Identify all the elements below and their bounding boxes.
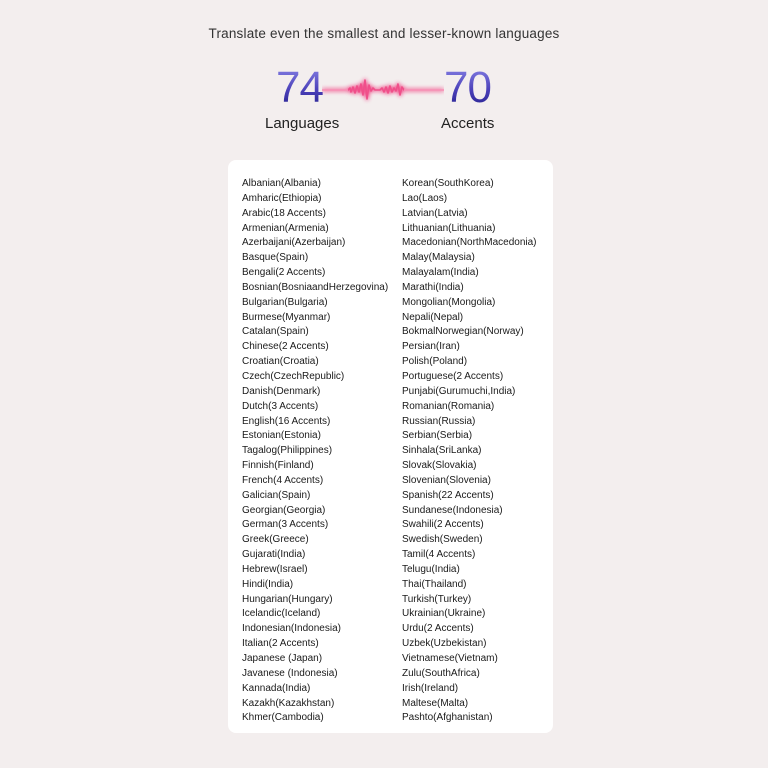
language-item: Swedish(Sweden): [402, 534, 483, 546]
language-item: Urdu(2 Accents): [402, 623, 474, 635]
language-item: Finnish(Finland): [242, 460, 314, 472]
language-item: Gujarati(India): [242, 549, 306, 561]
language-item: Swahili(2 Accents): [402, 519, 484, 531]
language-item: Javanese (Indonesia): [242, 667, 338, 679]
language-item: Albanian(Albania): [242, 178, 321, 189]
language-item: Portuguese(2 Accents): [402, 370, 504, 382]
language-list-left-column: [242, 177, 388, 726]
language-item: Hebrew(Israel): [242, 563, 308, 575]
language-item: Chinese(2 Accents): [242, 341, 329, 353]
language-item: Bosnian(BosniaandHerzegovina): [242, 281, 389, 293]
language-item: German(3 Accents): [242, 519, 329, 531]
language-item: Azerbaijani(Azerbaijan): [242, 237, 346, 249]
language-item: Telugu(India): [402, 563, 460, 575]
language-item: Latvian(Latvia): [402, 207, 468, 219]
language-item: Turkish(Turkey): [402, 593, 472, 605]
language-item: Serbian(Serbia): [402, 430, 473, 442]
language-item: Polish(Poland): [402, 356, 468, 368]
language-item: Galician(Spain): [242, 489, 311, 501]
soundwave-icon: [322, 75, 444, 105]
language-item: Macedonian(NorthMacedonia): [402, 237, 537, 249]
language-item: Russian(Russia): [402, 415, 476, 427]
language-item: Indonesian(Indonesia): [242, 623, 341, 635]
language-item: Dutch(3 Accents): [242, 400, 319, 412]
languages-count: 74: [276, 63, 323, 112]
language-item: Georgian(Georgia): [242, 504, 326, 516]
language-item: Kannada(India): [242, 682, 311, 694]
language-item: Nepali(Nepal): [402, 311, 464, 323]
language-item: Japanese (Japan): [242, 653, 323, 664]
language-item: Persian(Iran): [402, 341, 460, 353]
language-item: Italian(2 Accents): [242, 638, 319, 650]
language-item: Maltese(Malta): [402, 697, 469, 709]
language-item: Catalan(Spain): [242, 326, 309, 338]
language-item: Slovak(Slovakia): [402, 460, 477, 472]
language-item: Danish(Denmark): [242, 385, 321, 397]
language-item: Punjabi(Gurumuchi,India): [402, 385, 516, 397]
language-item: Ukrainian(Ukraine): [402, 608, 486, 620]
language-item: BokmalNorwegian(Norway): [402, 326, 524, 338]
language-item: Spanish(22 Accents): [402, 489, 494, 501]
language-item: Malayalam(India): [402, 267, 479, 279]
language-item: Amharic(Ethiopia): [242, 192, 322, 204]
language-item: Mongolian(Mongolia): [402, 296, 496, 308]
tagline: Translate even the smallest and lesser-known languages: [208, 26, 560, 41]
accents-count: 70: [444, 63, 491, 112]
language-item: Icelandic(Iceland): [242, 608, 321, 620]
language-item: Thai(Thailand): [402, 578, 467, 590]
language-item: Uzbek(Uzbekistan): [402, 638, 487, 650]
language-item: Pashto(Afghanistan): [402, 712, 493, 724]
language-item: Hindi(India): [242, 578, 294, 590]
language-item: Sinhala(SriLanka): [402, 445, 482, 457]
language-item: French(4 Accents): [242, 474, 324, 486]
language-item: Sundanese(Indonesia): [402, 504, 503, 516]
language-list-card: [228, 160, 553, 733]
language-item: Lithuanian(Lithuania): [402, 222, 496, 234]
language-item: Romanian(Romania): [402, 400, 495, 412]
language-item: Tamil(4 Accents): [402, 549, 476, 561]
language-item: Tagalog(Philippines): [242, 445, 333, 457]
language-item: Greek(Greece): [242, 534, 309, 546]
language-item: Zulu(SouthAfrica): [402, 667, 480, 679]
language-item: Croatian(Croatia): [242, 356, 319, 368]
language-item: Czech(CzechRepublic): [242, 370, 345, 382]
stats-banner: [0, 62, 768, 142]
language-item: Burmese(Myanmar): [242, 311, 331, 323]
language-item: English(16 Accents): [242, 415, 331, 427]
language-item: Kazakh(Kazakhstan): [242, 697, 335, 709]
language-item: Marathi(India): [402, 281, 464, 293]
language-item: Malay(Malaysia): [402, 252, 475, 264]
language-item: Khmer(Cambodia): [242, 712, 324, 724]
language-item: Bulgarian(Bulgaria): [242, 296, 328, 308]
language-item: Arabic(18 Accents): [242, 207, 326, 219]
language-item: Vietnamese(Vietnam): [402, 653, 498, 664]
language-item: Bengali(2 Accents): [242, 267, 326, 279]
languages-label: Languages: [265, 115, 340, 132]
language-item: Lao(Laos): [402, 192, 448, 204]
language-item: Irish(Ireland): [402, 682, 459, 694]
language-item: Hungarian(Hungary): [242, 593, 333, 605]
accents-label: Accents: [441, 115, 495, 132]
language-item: Slovenian(Slovenia): [402, 474, 491, 486]
language-item: Armenian(Armenia): [242, 222, 329, 234]
language-item: Estonian(Estonia): [242, 430, 321, 442]
language-item: Basque(Spain): [242, 252, 309, 264]
language-item: Korean(SouthKorea): [402, 178, 494, 189]
language-list-right-column: [402, 177, 537, 726]
